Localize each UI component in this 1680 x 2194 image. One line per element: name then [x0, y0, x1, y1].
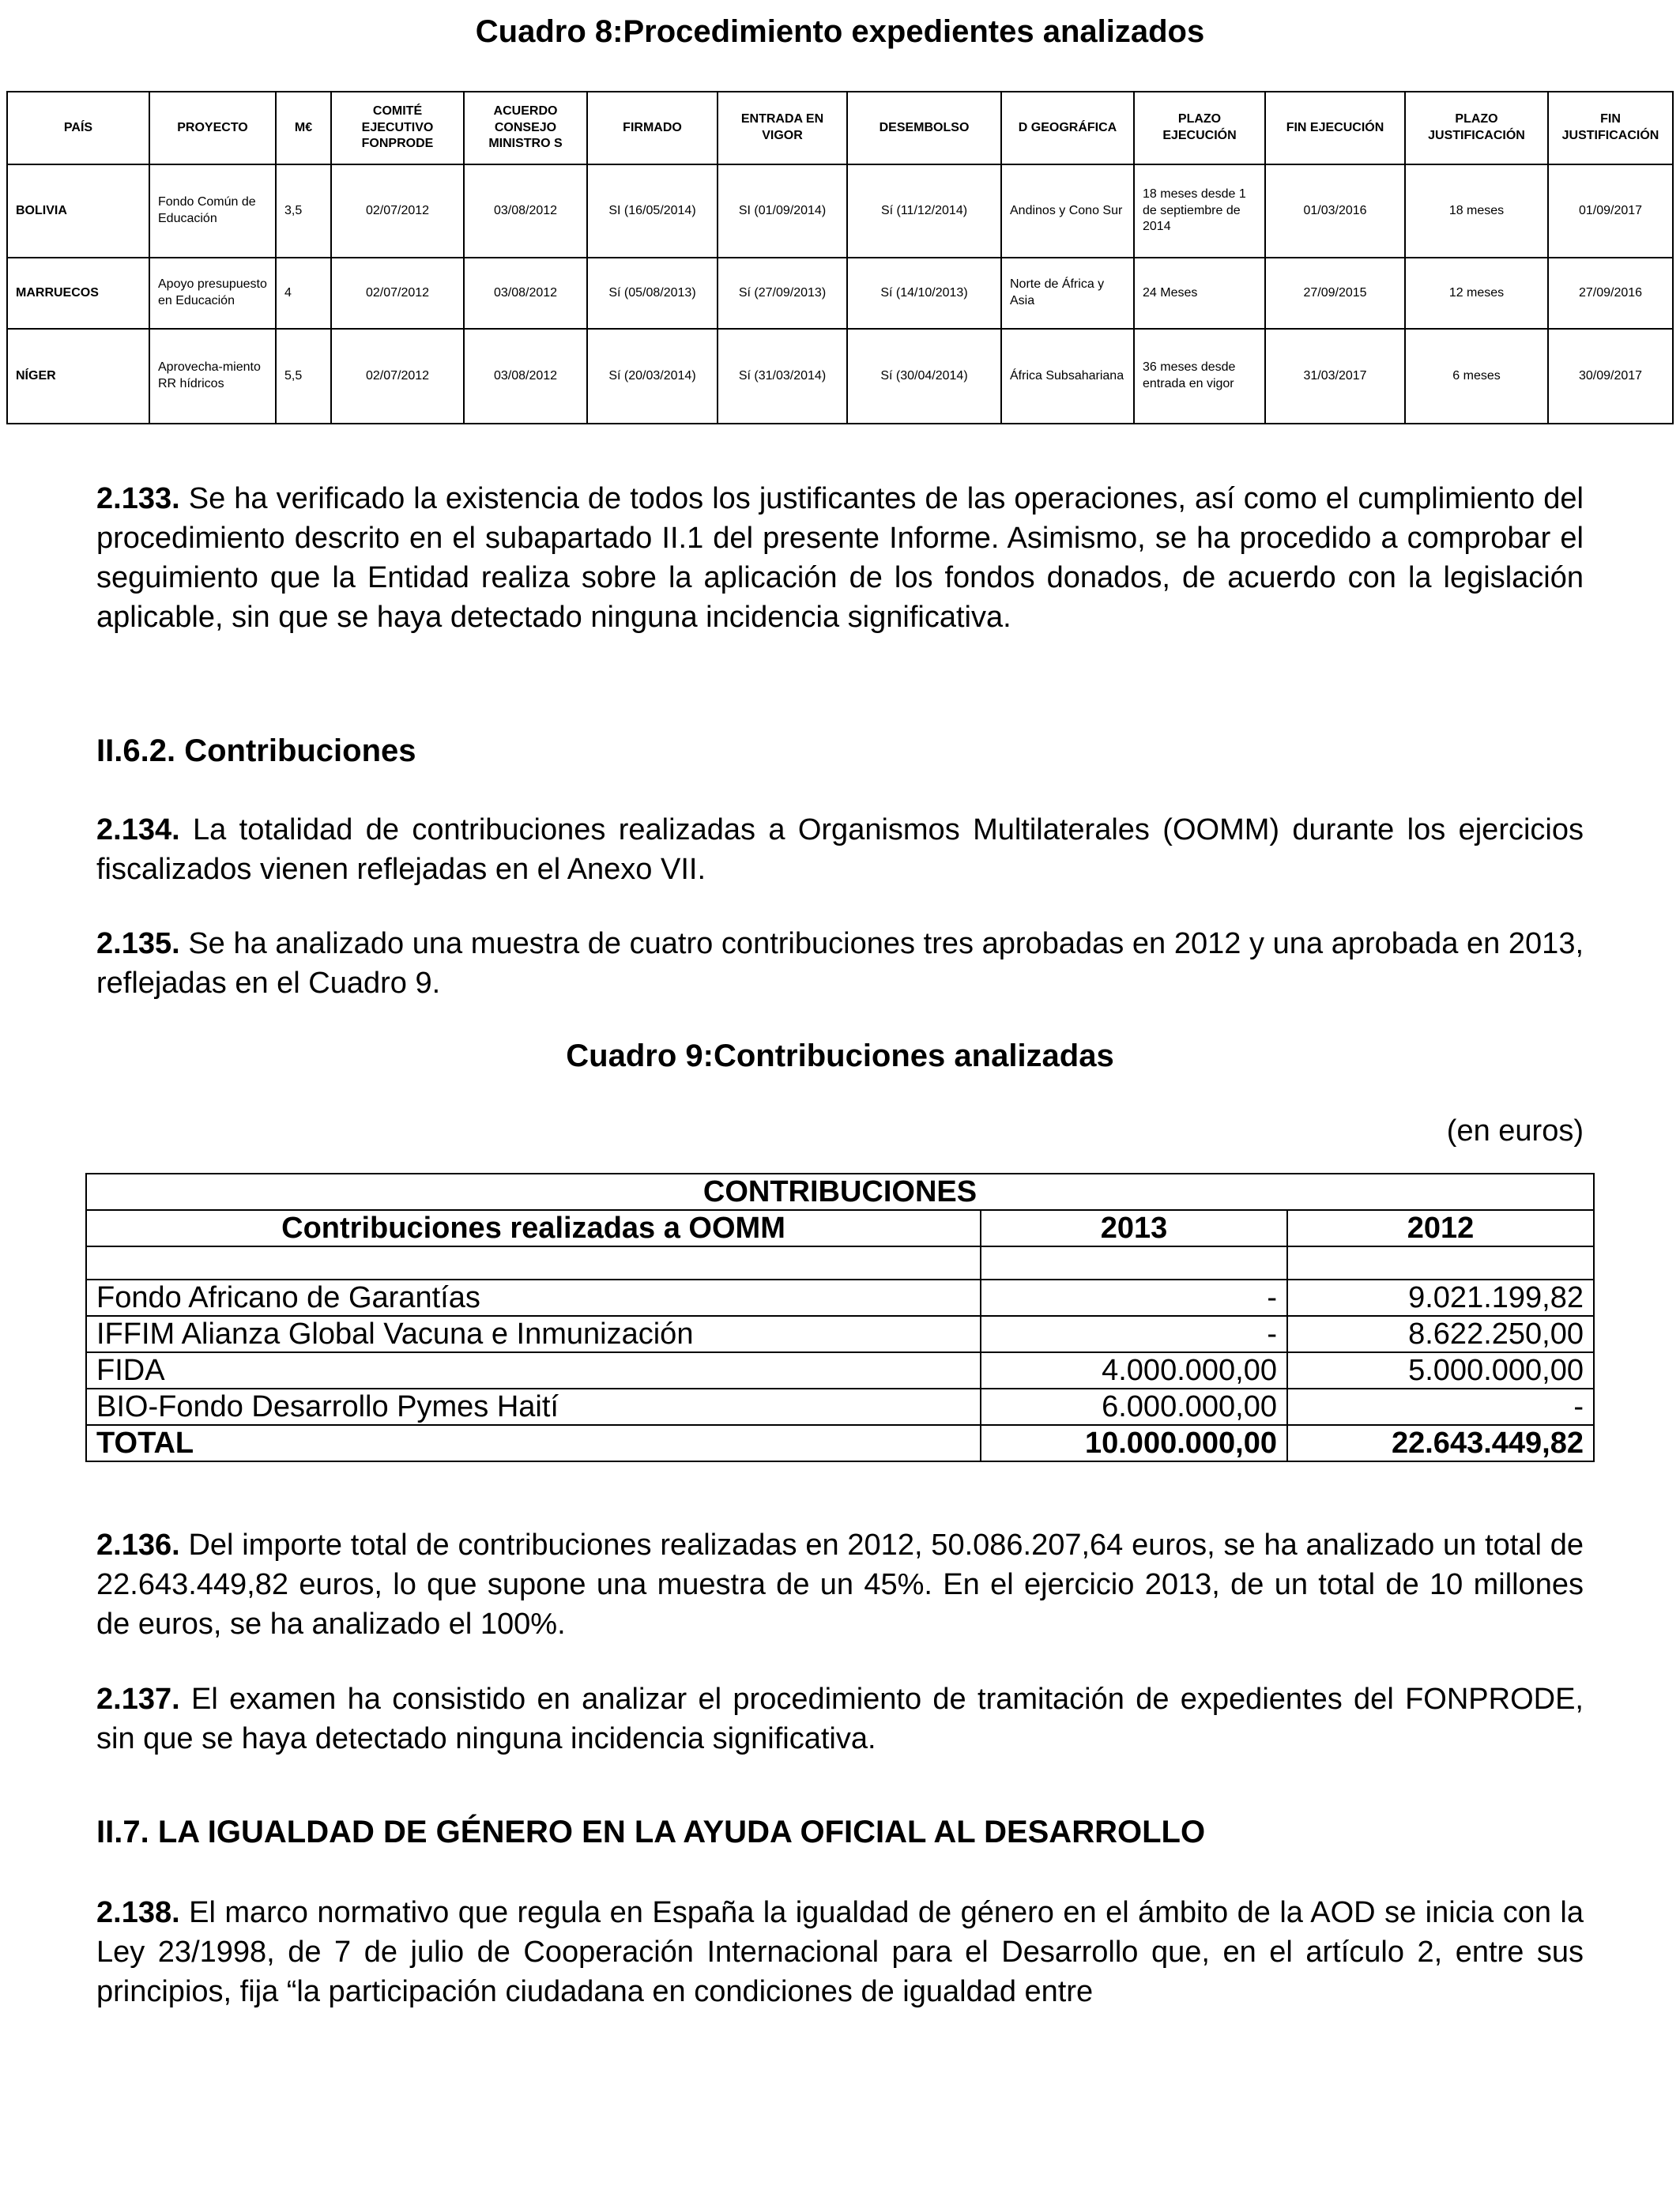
table-cell: Fondo Común de Educación [149, 164, 276, 258]
paragraph-2-137 [96, 1679, 1584, 1759]
header-cell: PAÍS [7, 92, 149, 164]
header-cell: COMITÉ EJECUTIVO FONPRODE [331, 92, 464, 164]
table-cell: NÍGER [7, 329, 149, 424]
table-row [86, 1316, 1594, 1352]
table-cell: Norte de África y Asia [1001, 258, 1134, 329]
table-cell: 6.000.000,00 [981, 1389, 1287, 1425]
table-cell: TOTAL [86, 1425, 981, 1461]
cuadro9-table [85, 1173, 1595, 1462]
table-row [86, 1280, 1594, 1316]
table-cell: 02/07/2012 [331, 164, 464, 258]
table-cell: 10.000.000,00 [981, 1425, 1287, 1461]
table-total-row [86, 1425, 1594, 1461]
header-cell: PROYECTO [149, 92, 276, 164]
table-cell: 22.643.449,82 [1287, 1425, 1594, 1461]
section-title: LA IGUALDAD DE GÉNERO EN LA AYUDA OFICIAL AL DESARROLLO [157, 1815, 1206, 1849]
table-cell: Sí (14/10/2013) [847, 258, 1001, 329]
table-cell: 02/07/2012 [331, 329, 464, 424]
header-cell: FIN EJECUCIÓN [1265, 92, 1405, 164]
table-spacer-row [86, 1246, 1594, 1280]
header-cell: CONTRIBUCIONES [86, 1174, 1594, 1210]
table-row [7, 164, 1673, 258]
table-cell: 6 meses [1405, 329, 1548, 424]
table-cell: SI (16/05/2014) [587, 164, 718, 258]
table-cell: FIDA [86, 1352, 981, 1389]
table-cell: 03/08/2012 [464, 258, 587, 329]
header-cell: FIN JUSTIFICACIÓN [1548, 92, 1673, 164]
table-cell: 36 meses desde entrada en vigor [1134, 329, 1265, 424]
section-number: II.6.2. [96, 733, 176, 768]
table-cell: 30/09/2017 [1548, 329, 1673, 424]
table-header-row [86, 1210, 1594, 1246]
table-cell: - [981, 1280, 1287, 1316]
table-cell: Aprovecha-miento RR hídricos [149, 329, 276, 424]
table-cell: 27/09/2015 [1265, 258, 1405, 329]
section-title: Contribuciones [184, 733, 416, 768]
table-cell: 8.622.250,00 [1287, 1316, 1594, 1352]
table-header-row [7, 92, 1673, 164]
table-cell: 5,5 [276, 329, 331, 424]
table-cell: 03/08/2012 [464, 164, 587, 258]
cuadro8-table [6, 91, 1674, 424]
paragraph-text: Se ha analizado una muestra de cuatro contribuciones tres aprobadas en 2012 y una aprobada en 2013, reflejadas en el Cuadro 9. [96, 927, 1584, 1000]
header-cell: PLAZO EJECUCIÓN [1134, 92, 1265, 164]
paragraph-text: El examen ha consistido en analizar el procedimiento de tramitación de expedientes del FONPRODE, sin que se haya detectado ninguna incidencia significativa. [96, 1683, 1584, 1755]
paragraph-text: Se ha verificado la existencia de todos los justificantes de las operaciones, así como el cumplimiento del procedimiento descrito en el subapartado II.1 del presente Informe. Asimismo, se ha procedido a comprobar el seguimiento que la Entidad realiza sobre la aplicación de los fondos donados, de acuerdo con la legislación aplicable, sin que se haya detectado ninguna incidencia significativa. [96, 482, 1584, 634]
table-cell: 01/09/2017 [1548, 164, 1673, 258]
table-cell: Andinos y Cono Sur [1001, 164, 1134, 258]
paragraph-number: 2.137. [96, 1683, 180, 1716]
header-cell: M€ [276, 92, 331, 164]
paragraph-2-136 [96, 1525, 1584, 1644]
table-cell: - [1287, 1389, 1594, 1425]
paragraph-text: Del importe total de contribuciones realizadas en 2012, 50.086.207,64 euros, se ha analizado un total de 22.643.449,82 euros, lo que supone una muestra de un 45%. En el ejercicio 2013, de un total de 10 millones de euros, se ha analizado el 100%. [96, 1529, 1584, 1641]
paragraph-number: 2.134. [96, 813, 180, 846]
header-cell: DESEMBOLSO [847, 92, 1001, 164]
table-cell: 31/03/2017 [1265, 329, 1405, 424]
table-row [86, 1389, 1594, 1425]
table-cell: Fondo Africano de Garantías [86, 1280, 981, 1316]
table-cell: Sí (05/08/2013) [587, 258, 718, 329]
table-cell: - [981, 1316, 1287, 1352]
paragraph-text: El marco normativo que regula en España la igualdad de género en el ámbito de la AOD se inicia con la Ley 23/1998, de 7 de julio de Cooperación Internacional para el Desarrollo que, en el artículo 2, entre sus principios, fija “la participación ciudadana en condiciones de igualdad entre [96, 1896, 1584, 2008]
header-cell: Contribuciones realizadas a OOMM [86, 1210, 981, 1246]
table-cell: 5.000.000,00 [1287, 1352, 1594, 1389]
table-cell: 03/08/2012 [464, 329, 587, 424]
paragraph-number: 2.138. [96, 1896, 180, 1929]
paragraph-number: 2.133. [96, 482, 180, 515]
header-cell: FIRMADO [587, 92, 718, 164]
paragraph-2-134 [96, 810, 1584, 889]
paragraph-2-133 [96, 479, 1584, 637]
table-header-row [86, 1174, 1594, 1210]
table-cell: 27/09/2016 [1548, 258, 1673, 329]
table-cell: IFFIM Alianza Global Vacuna e Inmunización [86, 1316, 981, 1352]
table-cell: MARRUECOS [7, 258, 149, 329]
table-cell: 24 Meses [1134, 258, 1265, 329]
table-cell: Sí (20/03/2014) [587, 329, 718, 424]
table-cell: Sí (31/03/2014) [718, 329, 847, 424]
section-heading-ii-7 [96, 1815, 1205, 1850]
table-cell: SI (01/09/2014) [718, 164, 847, 258]
header-cell: PLAZO JUSTIFICACIÓN [1405, 92, 1548, 164]
table-cell: 4.000.000,00 [981, 1352, 1287, 1389]
paragraph-text: La totalidad de contribuciones realizadas a Organismos Multilaterales (OOMM) durante los ejercicios fiscalizados vienen reflejadas en el Anexo VII. [96, 813, 1584, 886]
table-cell: 02/07/2012 [331, 258, 464, 329]
table-cell: 18 meses desde 1 de septiembre de 2014 [1134, 164, 1265, 258]
table-cell: 3,5 [276, 164, 331, 258]
paragraph-2-138 [96, 1893, 1584, 2011]
unit-label: (en euros) [1446, 1114, 1584, 1148]
cuadro9-title: Cuadro 9:Contribuciones analizadas [566, 1039, 1114, 1073]
header-cell: 2012 [1287, 1210, 1594, 1246]
table-cell: 4 [276, 258, 331, 329]
header-cell: 2013 [981, 1210, 1287, 1246]
table-cell: 9.021.199,82 [1287, 1280, 1594, 1316]
table-cell: BOLIVIA [7, 164, 149, 258]
cuadro8-title: Cuadro 8:Procedimiento expedientes analizados [475, 14, 1205, 49]
paragraph-number: 2.135. [96, 927, 180, 960]
paragraph-number: 2.136. [96, 1529, 180, 1562]
table-row [86, 1352, 1594, 1389]
table-cell: 18 meses [1405, 164, 1548, 258]
header-cell: ACUERDO CONSEJO MINISTRO S [464, 92, 587, 164]
table-row [7, 329, 1673, 424]
table-cell: Apoyo presupuesto en Educación [149, 258, 276, 329]
header-cell: D GEOGRÁFICA [1001, 92, 1134, 164]
table-row [7, 258, 1673, 329]
table-cell: 01/03/2016 [1265, 164, 1405, 258]
table-cell: Sí (30/04/2014) [847, 329, 1001, 424]
section-heading-ii-6-2 [96, 733, 416, 769]
paragraph-2-135 [96, 924, 1584, 1003]
table-cell: Sí (27/09/2013) [718, 258, 847, 329]
section-number: II.7. [96, 1815, 149, 1849]
table-cell: BIO-Fondo Desarrollo Pymes Haití [86, 1389, 981, 1425]
table-cell: 12 meses [1405, 258, 1548, 329]
header-cell: ENTRADA EN VIGOR [718, 92, 847, 164]
table-cell: África Subsahariana [1001, 329, 1134, 424]
table-cell: Sí (11/12/2014) [847, 164, 1001, 258]
